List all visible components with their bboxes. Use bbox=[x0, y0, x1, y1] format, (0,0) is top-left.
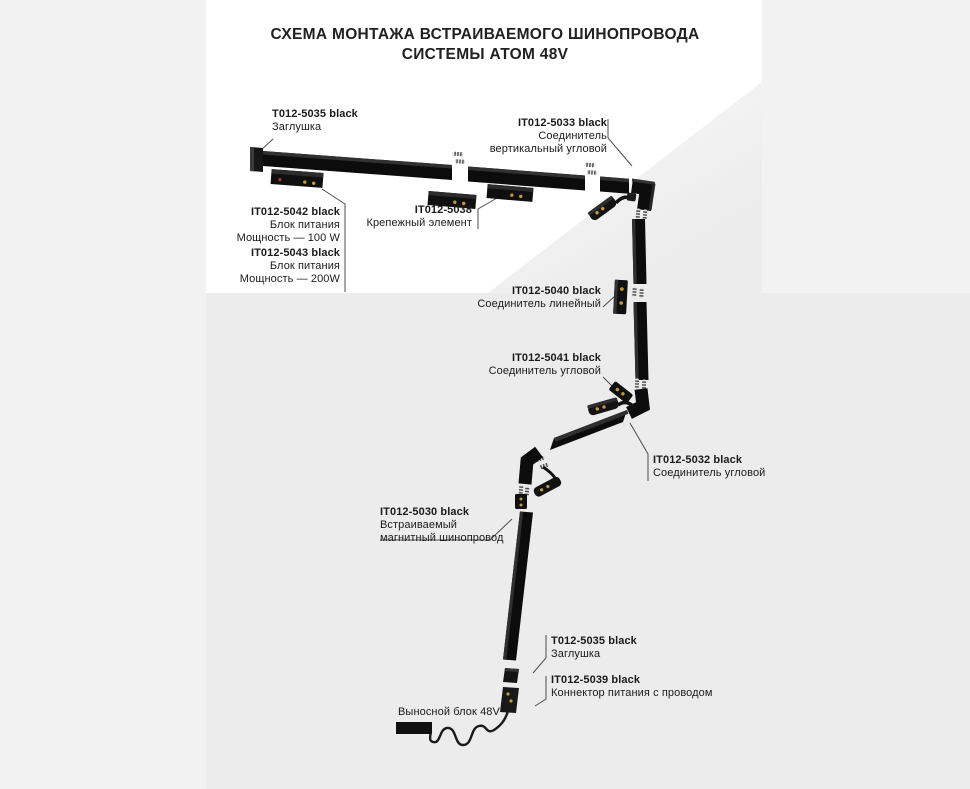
label-end-cap-top: T012-5035 black Заглушка bbox=[272, 108, 358, 133]
label-linear-connector: IT012-5040 black Соединитель линейный bbox=[477, 285, 601, 310]
label-power-supply-200w: IT012-5043 black Блок питания Мощность — 200W bbox=[239, 247, 340, 285]
diagram-title bbox=[0, 25, 970, 65]
label-remote-block: Выносной блок 48V bbox=[398, 706, 500, 718]
power-cord-connector bbox=[500, 687, 519, 713]
remote-power-block bbox=[396, 722, 432, 734]
label-corner-connector-upper: IT012-5041 black Соединитель угловой bbox=[488, 352, 601, 377]
label-power-supply-100w: IT012-5042 black Блок питания Мощность — 100 W bbox=[236, 206, 340, 244]
diagram-title-line2: СИСТЕМЫ АТОМ 48V bbox=[401, 46, 569, 63]
label-end-cap-bottom: T012-5035 black Заглушка bbox=[551, 635, 637, 660]
diagram-title-line1: СХЕМА МОНТАЖА ВСТРАИВАЕМОГО ШИНОПРОВОДА bbox=[270, 26, 700, 43]
label-power-connector: IT012-5039 black Коннектор питания с проводом bbox=[551, 674, 713, 699]
corner-connector-lower bbox=[515, 494, 527, 509]
linear-connector bbox=[613, 280, 628, 315]
end-cap-bottom bbox=[503, 668, 519, 683]
label-corner-connector-lower: IT012-5032 black Соединитель угловой bbox=[653, 454, 766, 479]
label-fastener: IT012-5038 Крепежный элемент bbox=[366, 204, 472, 229]
label-vertical-corner-connector: IT012-5033 black Соединитель вертикальный угловой bbox=[489, 117, 607, 155]
label-magnetic-track: IT012-5030 black Встраиваемый магнитный шинопровод bbox=[380, 506, 504, 544]
